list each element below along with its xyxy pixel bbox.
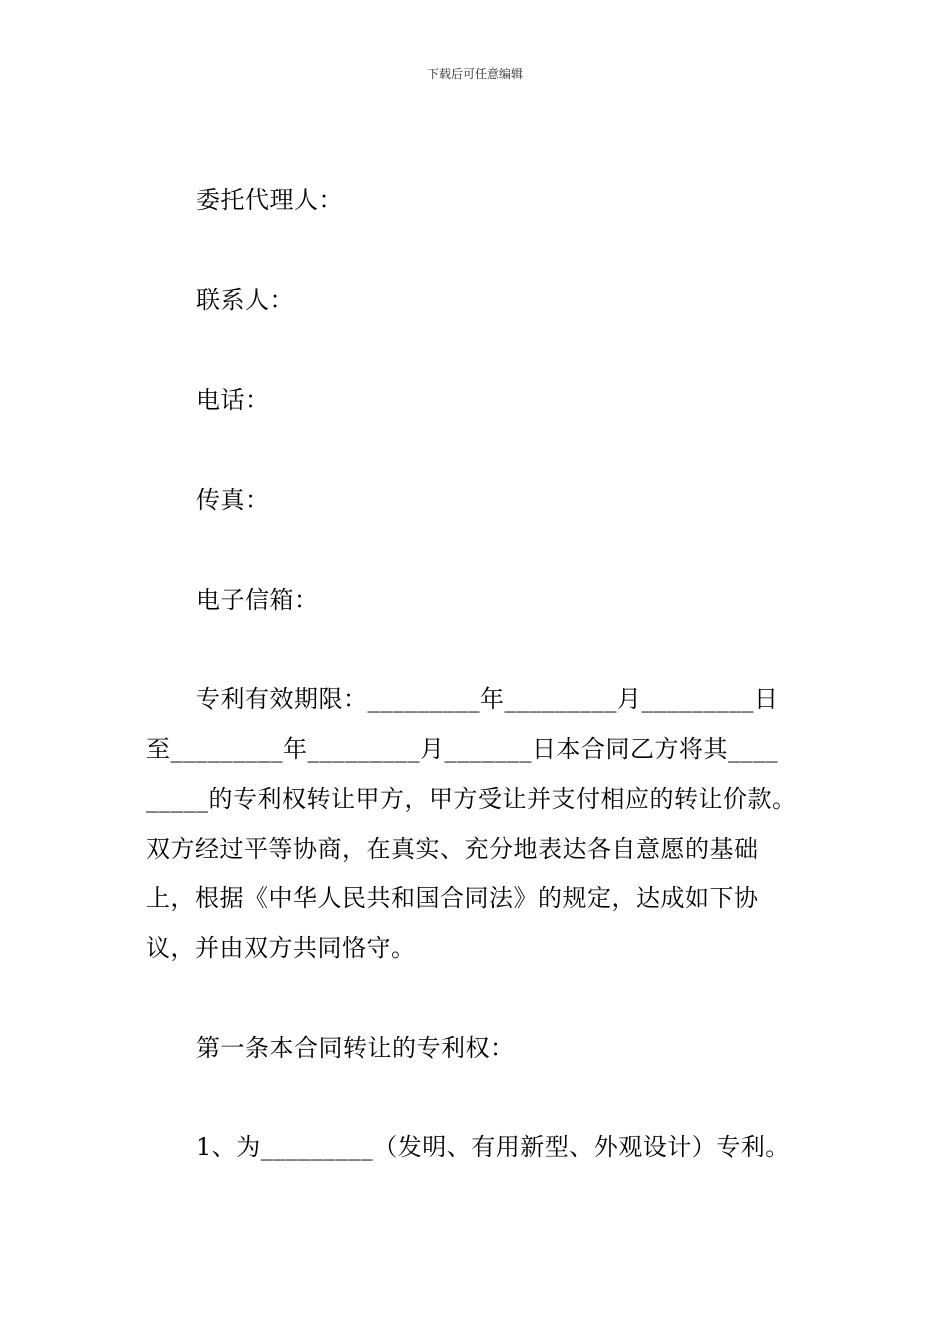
paragraph-line: 上，根据《中华人民共和国合同法》的规定，达成如下协 bbox=[146, 884, 759, 912]
field-email: 电子信箱： bbox=[196, 586, 319, 614]
field-fax: 传真： bbox=[196, 486, 270, 514]
paragraph-line: 双方经过平等协商，在真实、充分地表达各自意愿的基础 bbox=[146, 835, 759, 863]
page-header: 下载后可任意编辑 bbox=[426, 67, 523, 81]
paragraph-line: 议，并由双方共同恪守。 bbox=[146, 934, 416, 962]
field-agent: 委托代理人： bbox=[196, 186, 343, 214]
paragraph-line: 至_________年_________月_______日本合同乙方将其____ bbox=[146, 735, 778, 763]
paragraph-line: _____的专利权转让甲方，甲方受让并支付相应的转让价款。 bbox=[146, 785, 797, 813]
article-1-item-1: 1、为_________（发明、有用新型、外观设计）专利。 bbox=[196, 1133, 790, 1161]
field-phone: 电话： bbox=[196, 386, 270, 414]
paragraph-line: 专利有效期限：_________年_________月_________日 bbox=[196, 685, 779, 713]
field-contact: 联系人： bbox=[196, 286, 294, 314]
article-1-title: 第一条本合同转让的专利权： bbox=[196, 1034, 515, 1062]
